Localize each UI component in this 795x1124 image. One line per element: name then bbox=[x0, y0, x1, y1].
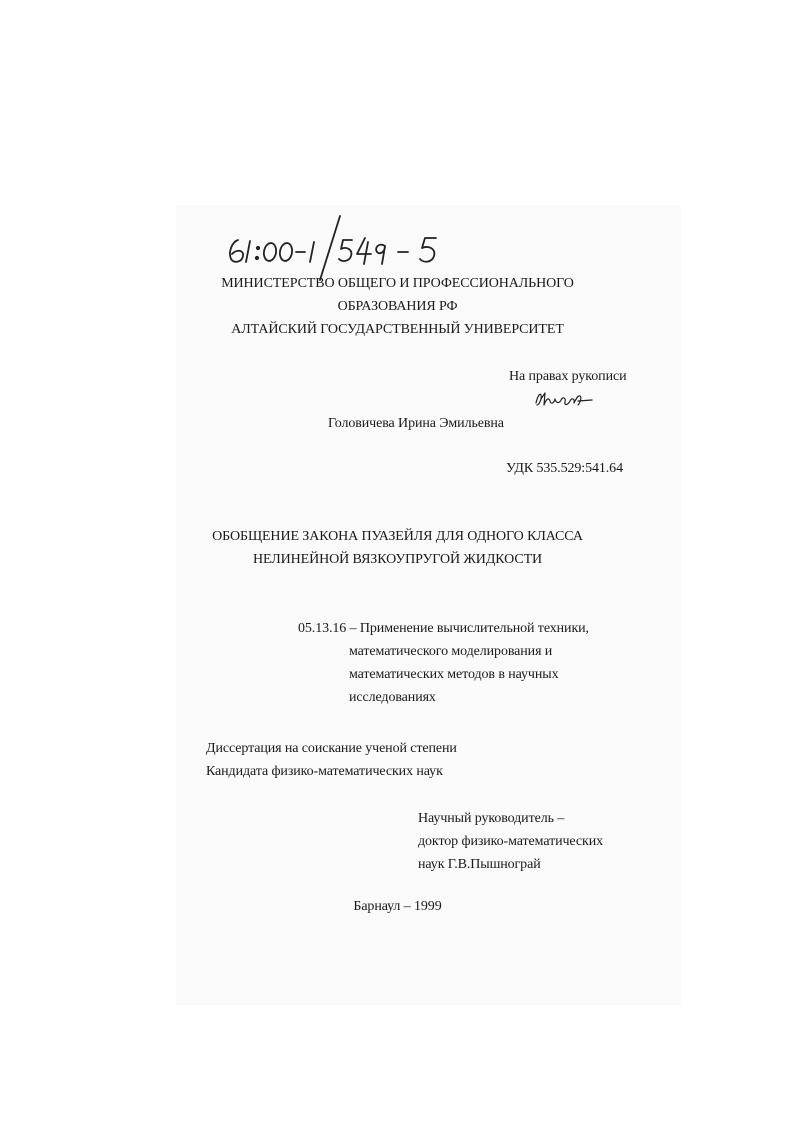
specialty-line1: 05.13.16 – Применение вычислительной техники, bbox=[298, 621, 589, 636]
degree-line2: Кандидата физико-математических наук bbox=[206, 764, 443, 779]
specialty-line2: математического моделирования и bbox=[349, 644, 553, 659]
specialty-line4: исследованиях bbox=[349, 690, 436, 705]
dissertation-title-line1: ОБОБЩЕНИЕ ЗАКОНА ПУАЗЕЙЛЯ ДЛЯ ОДНОГО КЛАССА bbox=[212, 529, 583, 544]
supervisor-line2: доктор физико-математических bbox=[418, 834, 603, 849]
manuscript-rights-label: На правах рукописи bbox=[509, 369, 627, 384]
header-ministry-line1: МИНИСТЕРСТВО ОБЩЕГО И ПРОФЕССИОНАЛЬНОГО bbox=[221, 276, 574, 291]
header-university: АЛТАЙСКИЙ ГОСУДАРСТВЕННЫЙ УНИВЕРСИТЕТ bbox=[231, 322, 564, 337]
author-name: Головичева Ирина Эмильевна bbox=[328, 416, 504, 431]
header-ministry-line2: ОБРАЗОВАНИЯ РФ bbox=[337, 299, 458, 314]
author-signature bbox=[532, 387, 602, 411]
city-year: Барнаул – 1999 bbox=[353, 899, 442, 914]
udc-code: УДК 535.529:541.64 bbox=[506, 461, 623, 476]
specialty-line3: математических методов в научных bbox=[349, 667, 559, 682]
supervisor-line1: Научный руководитель – bbox=[418, 811, 565, 826]
handwritten-archive-number bbox=[222, 212, 457, 282]
degree-line1: Диссертация на соискание ученой степени bbox=[206, 741, 457, 756]
dissertation-title-line2: НЕЛИНЕЙНОЙ ВЯЗКОУПРУГОЙ ЖИДКОСТИ bbox=[252, 552, 543, 567]
supervisor-line3: наук Г.В.Пышнограй bbox=[418, 857, 541, 872]
